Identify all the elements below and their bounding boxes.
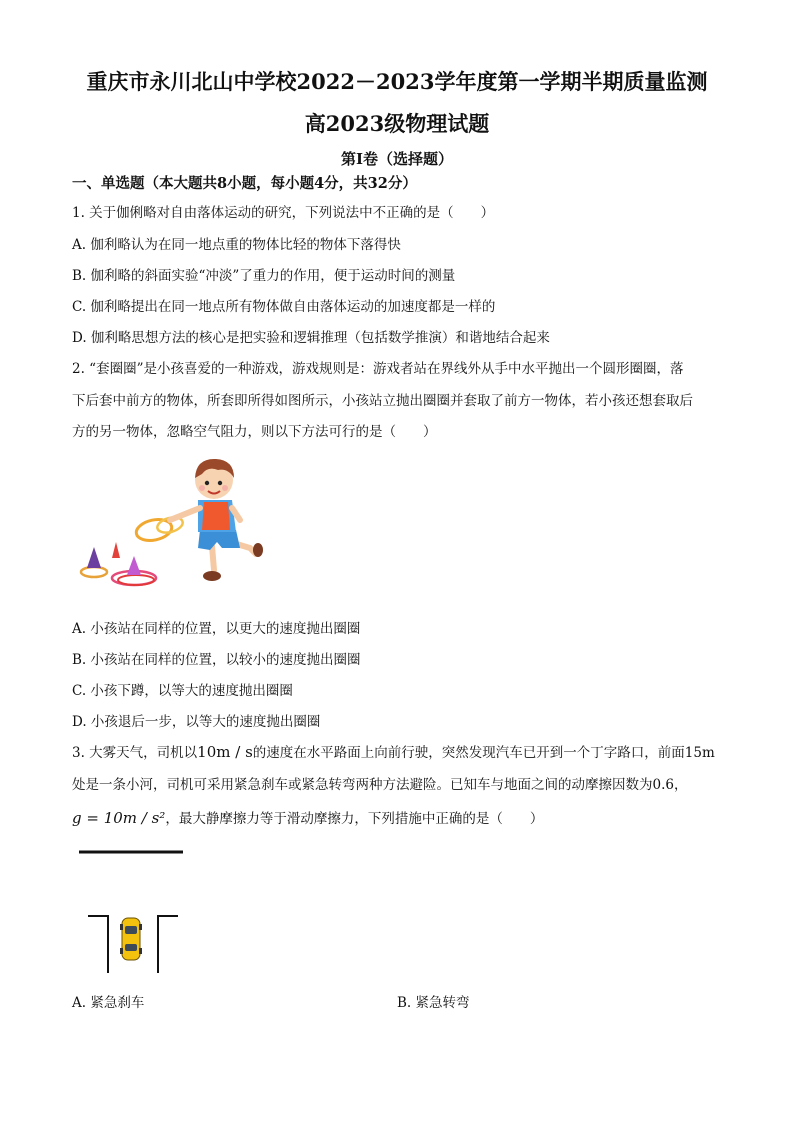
q2-option-b: B. 小孩站在同样的位置，以较小的速度抛出圈圈 [72, 652, 361, 668]
cones-icon [81, 542, 156, 585]
q1-option-d: D. 伽利略思想方法的核心是把实验和逻辑推理（包括数学推演）和谐地结合起来 [72, 330, 550, 346]
q3-gravity-formula: g = 10m / s² [72, 809, 166, 827]
q3-line1-pre: 3. 大雾天气，司机以 [72, 745, 198, 761]
q2-option-a: A. 小孩站在同样的位置，以更大的速度抛出圈圈 [72, 621, 361, 637]
road-left-edge [88, 916, 108, 973]
q1-option-c: C. 伽利略提出在同一地点所有物体做自由落体运动的加速度都是一样的 [72, 299, 496, 315]
q2-stem-line3: 方的另一物体，忽略空气阻力，则以下方法可行的是（ ） [72, 424, 437, 440]
car-icon [120, 918, 142, 960]
q2-stem-line1: 2. “套圈圈”是小孩喜爱的一种游戏，游戏规则是：游戏者站在界线外从手中水平抛出一个圆形圈圈，落 [72, 361, 684, 377]
exam-title-line1: 重庆市永川北山中学校2022－2023学年度第一学期半期质量监测 [86, 69, 708, 94]
q1-option-b: B. 伽利略的斜面实验“冲淡”了重力的作用，便于运动时间的测量 [72, 268, 456, 284]
q3-line2: 处是一条小河，司机可采用紧急刹车或紧急转弯两种方法避险。已知车与地面之间的动摩擦因数为0.6， [72, 777, 688, 793]
boy-icon [170, 459, 263, 581]
q1-option-a: A. 伽利略认为在同一地点重的物体比轻的物体下落得快 [72, 237, 401, 253]
q2-stem-line2: 下后套中前方的物体，所套即所得如图所示，小孩站立抛出圈圈并套取了前方一物体，若小孩还想套取后 [72, 393, 693, 409]
road-right-edge [158, 916, 178, 973]
q3-line1-post: 的速度在水平路面上向前行驶，突然发现汽车已开到一个丁字路口，前面15m [252, 745, 715, 761]
q3-line1 [72, 741, 715, 761]
volume-heading: 第Ⅰ卷（选择题） [340, 150, 454, 168]
q1-stem: 1. 关于伽俐略对自由落体运动的研究，下列说法中不正确的是（ ） [72, 205, 495, 221]
q3-line3-post: ，最大静摩擦力等于滑动摩擦力，下列措施中正确的是（ ） [165, 811, 544, 827]
boy-throwing-ring-illustration [72, 450, 272, 590]
q2-option-d: D. 小孩退后一步，以等大的速度抛出圈圈 [72, 714, 321, 730]
section-heading: 一、单选题（本大题共8小题，每小题4分，共32分） [72, 175, 417, 192]
q3-line3 [72, 807, 543, 827]
q2-option-c: C. 小孩下蹲，以等大的速度抛出圈圈 [72, 683, 293, 699]
q3-option-b: B. 紧急转弯 [397, 995, 470, 1011]
t-junction-diagram [78, 848, 188, 978]
exam-title-line2: 高2023级物理试题 [304, 111, 490, 136]
q3-speed: 10m / s [197, 743, 253, 761]
q3-option-a: A. 紧急刹车 [72, 995, 145, 1011]
